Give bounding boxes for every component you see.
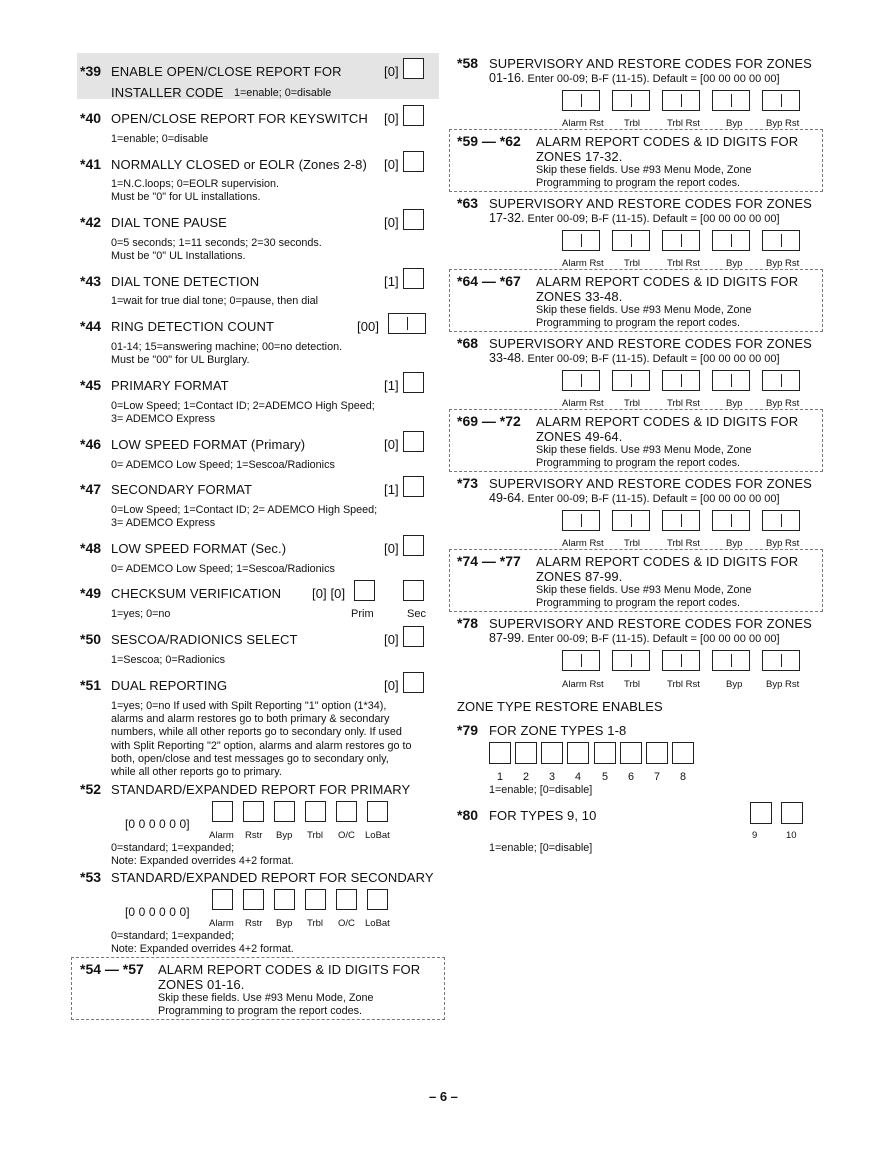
field-52-default: [0 0 0 0 0 0]	[125, 817, 190, 831]
field-44-desc1: 01-14; 15=answering machine; 00=no detection.	[111, 341, 343, 353]
field-51-desc2: alarms and alarm restores go to both primary & secondary	[111, 713, 390, 725]
field-68-label-alarm-rst: Alarm Rst	[562, 398, 604, 409]
field-78-label-byp: Byp	[726, 679, 743, 690]
field-58-default: Enter 00-09; B-F (11-15). Default = [00 00 00 00 00]	[524, 73, 780, 85]
field-79-label-2: 2	[523, 771, 530, 783]
field-52-number: *52	[80, 781, 102, 797]
field-53-entry-alarm[interactable]	[212, 889, 233, 910]
field-58-label-trbl: Trbl	[624, 118, 641, 129]
field-73-entry-byp-rst[interactable]	[762, 510, 800, 531]
field-64-67-title2: ZONES 33-48.	[536, 289, 623, 304]
field-58-label-alarm-rst: Alarm Rst	[562, 118, 604, 129]
field-45-entry[interactable]	[403, 372, 424, 393]
field-78-label-alarm-rst: Alarm Rst	[562, 679, 604, 690]
field-68-label-byp: Byp	[726, 398, 743, 409]
field-43-entry[interactable]	[403, 268, 424, 289]
field-41-desc2: Must be "0" for UL installations.	[111, 191, 261, 203]
field-45-number: *45	[80, 377, 102, 393]
field-45-desc2: 3= ADEMCO Express	[111, 413, 216, 425]
field-39-default: [0]	[384, 64, 399, 79]
field-51-title: DUAL REPORTING	[111, 678, 228, 693]
field-50-desc: 1=Sescoa; 0=Radionics	[111, 654, 226, 666]
field-41-desc1: 1=N.C.loops; 0=EOLR supervision.	[111, 178, 280, 190]
field-58-entry-byp-rst[interactable]	[762, 90, 800, 111]
field-63-entry-alarm-rst[interactable]	[562, 230, 600, 251]
field-79-label-6: 6	[628, 771, 635, 783]
field-69-72-title2: ZONES 49-64.	[536, 429, 623, 444]
field-68-entry-trbl[interactable]	[612, 370, 650, 391]
field-39-title2: INSTALLER CODE	[111, 85, 224, 100]
field-69-72-title1: ALARM REPORT CODES & ID DIGITS FOR	[536, 414, 799, 429]
field-69-72-number: *69 — *72	[457, 413, 521, 429]
field-68-label-byp-rst: Byp Rst	[766, 398, 800, 409]
field-47-entry[interactable]	[403, 476, 424, 497]
field-45-desc1: 0=Low Speed; 1=Contact ID; 2=ADEMCO High Speed;	[111, 400, 375, 412]
field-47-number: *47	[80, 481, 102, 497]
field-79-number: *79	[457, 722, 479, 738]
field-58-label-byp-rst: Byp Rst	[766, 118, 800, 129]
field-80-number: *80	[457, 807, 479, 823]
field-59-62-desc1: Skip these fields. Use #93 Menu Mode, Zone	[536, 164, 752, 176]
field-41-entry[interactable]	[403, 151, 424, 172]
field-78-entry-byp-rst[interactable]	[762, 650, 800, 671]
field-44-desc2: Must be "00" for UL Burglary.	[111, 354, 250, 366]
field-52-label-alarm: Alarm	[209, 830, 234, 841]
field-52-entry-rstr[interactable]	[243, 801, 264, 822]
field-68-subtitle	[489, 351, 780, 365]
field-58-entry-byp[interactable]	[712, 90, 750, 111]
field-48-title: LOW SPEED FORMAT (Sec.)	[111, 541, 287, 556]
field-64-67-desc2: Programming to program the report codes.	[536, 317, 741, 329]
field-79-title: FOR ZONE TYPES 1-8	[489, 723, 627, 738]
field-48-desc: 0= ADEMCO Low Speed; 1=Sescoa/Radionics	[111, 563, 335, 575]
field-53-label-oc: O/C	[338, 918, 355, 929]
field-63-label-byp-rst: Byp Rst	[766, 258, 800, 269]
field-39-title: ENABLE OPEN/CLOSE REPORT FOR	[111, 64, 342, 79]
field-63-subtitle	[489, 211, 780, 225]
field-80-entry-10[interactable]	[781, 802, 803, 824]
field-39-number: *39	[80, 63, 102, 79]
field-49-title: CHECKSUM VERIFICATION	[111, 586, 282, 601]
field-44-default: [00]	[357, 319, 380, 334]
field-53-label-lobat: LoBat	[365, 918, 390, 929]
field-68-zones: 33-48.	[489, 351, 525, 365]
field-78-zones: 87-99.	[489, 631, 525, 645]
field-79-desc: 1=enable; [0=disable]	[489, 784, 593, 796]
field-41-number: *41	[80, 156, 102, 172]
field-79-label-7: 7	[654, 771, 661, 783]
field-53-entry-byp[interactable]	[274, 889, 295, 910]
field-40-desc: 1=enable; 0=disable	[111, 133, 209, 145]
field-46-title: LOW SPEED FORMAT (Primary)	[111, 437, 306, 452]
field-79-label-1: 1	[497, 771, 504, 783]
field-52-entry-trbl[interactable]	[305, 801, 326, 822]
field-80-desc: 1=enable; [0=disable]	[489, 842, 593, 854]
field-42-default: [0]	[384, 215, 399, 230]
field-63-label-byp: Byp	[726, 258, 743, 269]
field-58-entry-trbl[interactable]	[612, 90, 650, 111]
field-54-57-number: *54 — *57	[80, 961, 144, 977]
field-79-entry-6[interactable]	[620, 742, 642, 764]
field-53-title: STANDARD/EXPANDED REPORT FOR SECONDARY	[111, 870, 434, 885]
field-63-entry-trbl[interactable]	[612, 230, 650, 251]
field-59-62-number: *59 — *62	[457, 133, 521, 149]
field-68-default: Enter 00-09; B-F (11-15). Default = [00 00 00 00 00]	[524, 353, 780, 365]
field-63-title: SUPERVISORY AND RESTORE CODES FOR ZONES	[489, 196, 812, 211]
field-49-sec-label: Sec	[407, 608, 426, 620]
field-64-67-desc1: Skip these fields. Use #93 Menu Mode, Zone	[536, 304, 752, 316]
field-58-title: SUPERVISORY AND RESTORE CODES FOR ZONES	[489, 56, 812, 71]
field-68-entry-alarm-rst[interactable]	[562, 370, 600, 391]
field-53-entry-oc[interactable]	[336, 889, 357, 910]
field-78-title: SUPERVISORY AND RESTORE CODES FOR ZONES	[489, 616, 812, 631]
field-63-label-alarm-rst: Alarm Rst	[562, 258, 604, 269]
field-51-desc3: numbers, while all other reports go to secondary only. If used	[111, 726, 402, 738]
field-59-62-title2: ZONES 17-32.	[536, 149, 623, 164]
field-53-desc2: Note: Expanded overrides 4+2 format.	[111, 943, 294, 955]
field-52-label-rstr: Rstr	[245, 830, 263, 841]
field-69-72-desc1: Skip these fields. Use #93 Menu Mode, Zone	[536, 444, 752, 456]
field-46-desc: 0= ADEMCO Low Speed; 1=Sescoa/Radionics	[111, 459, 335, 471]
field-64-67-number: *64 — *67	[457, 273, 521, 289]
field-73-label-trbl: Trbl	[624, 538, 641, 549]
field-53-entry-rstr[interactable]	[243, 889, 264, 910]
field-39-entry[interactable]	[403, 58, 424, 79]
field-51-desc4: with Split Reporting "2" option, alarms and alarm restores go to	[111, 740, 412, 752]
field-46-entry[interactable]	[403, 431, 424, 452]
field-52-label-byp: Byp	[276, 830, 293, 841]
field-74-77-title2: ZONES 87-99.	[536, 569, 623, 584]
field-73-entry-trbl[interactable]	[612, 510, 650, 531]
field-78-label-trbl-rst: Trbl Rst	[667, 679, 700, 690]
field-79-label-4: 4	[575, 771, 582, 783]
field-64-67-title1: ALARM REPORT CODES & ID DIGITS FOR	[536, 274, 799, 289]
field-63-default: Enter 00-09; B-F (11-15). Default = [00 00 00 00 00]	[524, 213, 780, 225]
field-80-entry-9[interactable]	[750, 802, 772, 824]
field-73-label-trbl-rst: Trbl Rst	[667, 538, 700, 549]
field-73-entry-byp[interactable]	[712, 510, 750, 531]
field-52-label-oc: O/C	[338, 830, 355, 841]
field-40-number: *40	[80, 110, 102, 126]
field-40-title: OPEN/CLOSE REPORT FOR KEYSWITCH	[111, 111, 368, 126]
field-40-entry[interactable]	[403, 105, 424, 126]
field-73-label-byp-rst: Byp Rst	[766, 538, 800, 549]
field-49-entry-prim[interactable]	[354, 580, 375, 601]
field-51-desc1: 1=yes; 0=no If used with Spilt Reporting "1" option (1*34),	[111, 700, 387, 712]
field-49-desc: 1=yes; 0=no	[111, 608, 171, 620]
field-59-62-title1: ALARM REPORT CODES & ID DIGITS FOR	[536, 134, 799, 149]
field-52-desc2: Note: Expanded overrides 4+2 format.	[111, 855, 294, 867]
field-80-title: FOR TYPES 9, 10	[489, 808, 597, 823]
field-41-title: NORMALLY CLOSED or EOLR (Zones 2-8)	[111, 157, 367, 172]
field-51-default: [0]	[384, 678, 399, 693]
field-78-label-byp-rst: Byp Rst	[766, 679, 800, 690]
field-63-zones: 17-32.	[489, 211, 525, 225]
field-73-entry-alarm-rst[interactable]	[562, 510, 600, 531]
field-54-57-desc1: Skip these fields. Use #93 Menu Mode, Zone	[158, 992, 374, 1004]
field-44-number: *44	[80, 318, 102, 334]
field-51-number: *51	[80, 677, 102, 693]
field-44-entry[interactable]	[388, 313, 426, 334]
field-58-entry-alarm-rst[interactable]	[562, 90, 600, 111]
field-39-desc: 1=enable; 0=disable	[234, 87, 332, 99]
field-53-label-trbl: Trbl	[307, 918, 324, 929]
field-52-entry-oc[interactable]	[336, 801, 357, 822]
field-78-default: Enter 00-09; B-F (11-15). Default = [00 00 00 00 00]	[524, 633, 780, 645]
field-54-57-title1: ALARM REPORT CODES & ID DIGITS FOR	[158, 962, 421, 977]
field-58-label-byp: Byp	[726, 118, 743, 129]
field-48-number: *48	[80, 540, 102, 556]
field-46-number: *46	[80, 436, 102, 452]
field-58-subtitle	[489, 71, 780, 85]
field-80-label-10: 10	[786, 830, 797, 841]
field-73-default: Enter 00-09; B-F (11-15). Default = [00 00 00 00 00]	[524, 493, 780, 505]
zone-type-restore-heading: ZONE TYPE RESTORE ENABLES	[457, 699, 663, 714]
field-58-zones: 01-16.	[489, 71, 525, 85]
field-46-default: [0]	[384, 437, 399, 452]
field-47-desc1: 0=Low Speed; 1=Contact ID; 2= ADEMCO High Speed;	[111, 504, 378, 516]
field-74-77-title1: ALARM REPORT CODES & ID DIGITS FOR	[536, 554, 799, 569]
field-79-entry-3[interactable]	[541, 742, 563, 764]
field-69-72-desc2: Programming to program the report codes.	[536, 457, 741, 469]
field-53-entry-trbl[interactable]	[305, 889, 326, 910]
field-47-default: [1]	[384, 482, 399, 497]
field-63-number: *63	[457, 195, 479, 211]
field-73-subtitle	[489, 491, 780, 505]
field-51-entry[interactable]	[403, 672, 424, 693]
field-48-default: [0]	[384, 541, 399, 556]
field-74-77-number: *74 — *77	[457, 553, 521, 569]
field-79-entry-1[interactable]	[489, 742, 511, 764]
field-73-title: SUPERVISORY AND RESTORE CODES FOR ZONES	[489, 476, 812, 491]
field-53-label-byp: Byp	[276, 918, 293, 929]
field-68-number: *68	[457, 335, 479, 351]
field-49-number: *49	[80, 585, 102, 601]
field-53-label-rstr: Rstr	[245, 918, 263, 929]
field-68-entry-byp[interactable]	[712, 370, 750, 391]
field-52-entry-alarm[interactable]	[212, 801, 233, 822]
field-68-label-trbl-rst: Trbl Rst	[667, 398, 700, 409]
field-79-entry-7[interactable]	[646, 742, 668, 764]
field-53-number: *53	[80, 869, 102, 885]
page-number: – 6 –	[429, 1089, 458, 1104]
field-43-number: *43	[80, 273, 102, 289]
field-50-title: SESCOA/RADIONICS SELECT	[111, 632, 298, 647]
field-58-entry-trbl-rst[interactable]	[662, 90, 700, 111]
field-73-label-alarm-rst: Alarm Rst	[562, 538, 604, 549]
field-50-entry[interactable]	[403, 626, 424, 647]
field-43-default: [1]	[384, 274, 399, 289]
field-53-default: [0 0 0 0 0 0]	[125, 905, 190, 919]
field-79-entry-4[interactable]	[567, 742, 589, 764]
field-45-title: PRIMARY FORMAT	[111, 378, 229, 393]
field-78-entry-alarm-rst[interactable]	[562, 650, 600, 671]
field-44-title: RING DETECTION COUNT	[111, 319, 275, 334]
field-54-57-title2: ZONES 01-16.	[158, 977, 245, 992]
field-73-label-byp: Byp	[726, 538, 743, 549]
field-53-label-alarm: Alarm	[209, 918, 234, 929]
field-63-label-trbl-rst: Trbl Rst	[667, 258, 700, 269]
field-73-entry-trbl-rst[interactable]	[662, 510, 700, 531]
field-42-number: *42	[80, 214, 102, 230]
field-68-entry-byp-rst[interactable]	[762, 370, 800, 391]
field-50-number: *50	[80, 631, 102, 647]
field-51-desc6: while all other reports go to primary.	[111, 766, 282, 778]
field-51-desc5: both, open/close and test messages go to secondary only,	[111, 753, 389, 765]
field-48-entry[interactable]	[403, 535, 424, 556]
field-52-label-lobat: LoBat	[365, 830, 390, 841]
field-42-entry[interactable]	[403, 209, 424, 230]
field-47-title: SECONDARY FORMAT	[111, 482, 253, 497]
field-53-desc1: 0=standard; 1=expanded;	[111, 930, 235, 942]
field-52-desc1: 0=standard; 1=expanded;	[111, 842, 235, 854]
field-52-title: STANDARD/EXPANDED REPORT FOR PRIMARY	[111, 782, 411, 797]
field-73-number: *73	[457, 475, 479, 491]
field-79-entry-8[interactable]	[672, 742, 694, 764]
field-79-entry-2[interactable]	[515, 742, 537, 764]
field-50-default: [0]	[384, 632, 399, 647]
field-63-entry-trbl-rst[interactable]	[662, 230, 700, 251]
field-79-label-5: 5	[602, 771, 609, 783]
field-49-prim-label: Prim	[351, 608, 374, 620]
field-40-default: [0]	[384, 111, 399, 126]
field-52-label-trbl: Trbl	[307, 830, 324, 841]
field-52-entry-lobat[interactable]	[367, 801, 388, 822]
field-45-default: [1]	[384, 378, 399, 393]
field-58-number: *58	[457, 55, 479, 71]
field-47-desc2: 3= ADEMCO Express	[111, 517, 216, 529]
field-63-entry-byp[interactable]	[712, 230, 750, 251]
field-43-title: DIAL TONE DETECTION	[111, 274, 260, 289]
field-41-default: [0]	[384, 157, 399, 172]
field-68-title: SUPERVISORY AND RESTORE CODES FOR ZONES	[489, 336, 812, 351]
field-78-entry-byp[interactable]	[712, 650, 750, 671]
field-78-subtitle	[489, 631, 780, 645]
field-58-label-trbl-rst: Trbl Rst	[667, 118, 700, 129]
field-49-entry-sec[interactable]	[403, 580, 424, 601]
field-42-desc2: Must be "0" UL Installations.	[111, 250, 246, 262]
field-73-zones: 49-64.	[489, 491, 525, 505]
field-78-entry-trbl-rst[interactable]	[662, 650, 700, 671]
field-59-62-desc2: Programming to program the report codes.	[536, 177, 741, 189]
field-78-entry-trbl[interactable]	[612, 650, 650, 671]
field-42-desc1: 0=5 seconds; 1=11 seconds; 2=30 seconds.	[111, 237, 322, 249]
field-78-label-trbl: Trbl	[624, 679, 641, 690]
field-79-label-8: 8	[680, 771, 687, 783]
field-78-number: *78	[457, 615, 479, 631]
field-49-default: [0] [0]	[312, 586, 346, 601]
field-42-title: DIAL TONE PAUSE	[111, 215, 227, 230]
field-53-entry-lobat[interactable]	[367, 889, 388, 910]
field-68-label-trbl: Trbl	[624, 398, 641, 409]
field-79-entry-5[interactable]	[594, 742, 616, 764]
field-74-77-desc2: Programming to program the report codes.	[536, 597, 741, 609]
field-74-77-desc1: Skip these fields. Use #93 Menu Mode, Zone	[536, 584, 752, 596]
field-79-label-3: 3	[549, 771, 556, 783]
field-63-entry-byp-rst[interactable]	[762, 230, 800, 251]
field-68-entry-trbl-rst[interactable]	[662, 370, 700, 391]
field-80-label-9: 9	[752, 830, 758, 841]
field-43-desc: 1=wait for true dial tone; 0=pause, then dial	[111, 295, 319, 307]
field-52-entry-byp[interactable]	[274, 801, 295, 822]
field-63-label-trbl: Trbl	[624, 258, 641, 269]
field-54-57-desc2: Programming to program the report codes.	[158, 1005, 363, 1017]
